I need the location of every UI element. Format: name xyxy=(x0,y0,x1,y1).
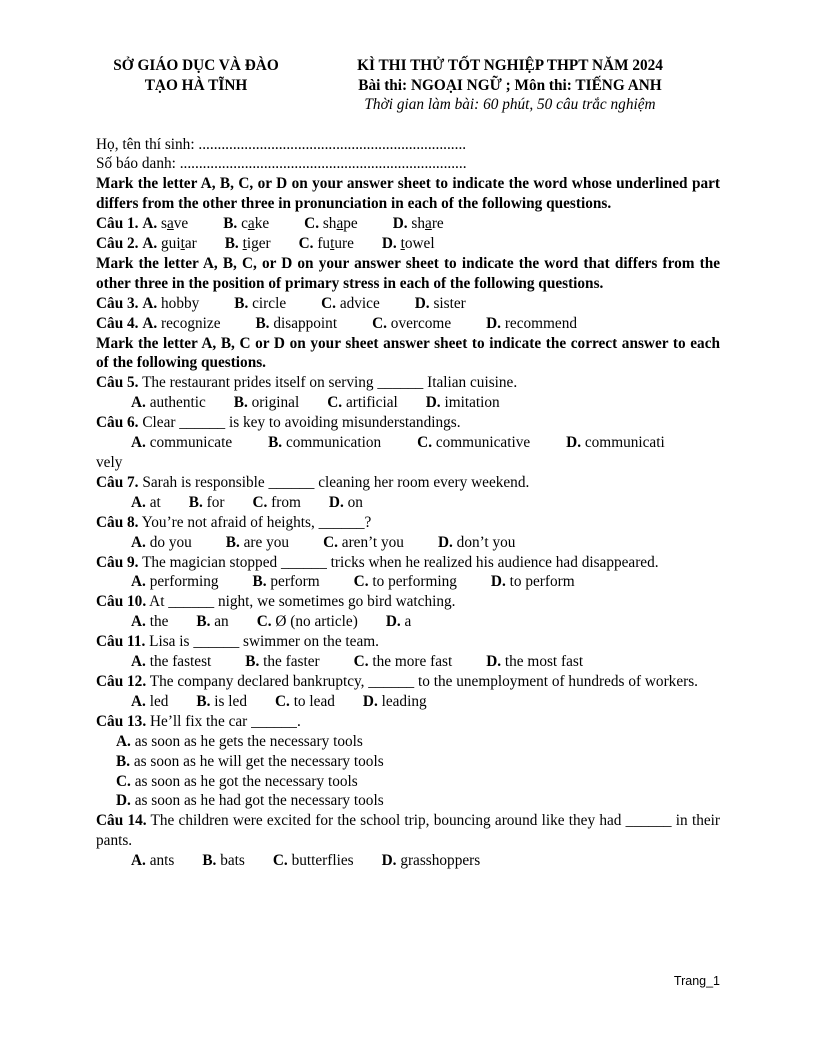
question-11 xyxy=(96,632,720,652)
question-label: Câu 4. xyxy=(96,314,139,332)
question-label: Câu 7. xyxy=(96,473,139,491)
option-b: B. the faster xyxy=(245,653,320,671)
option-d: D. recommend xyxy=(486,314,578,332)
option-b: B. perform xyxy=(252,573,320,591)
option-c: C. aren’t you xyxy=(323,533,404,551)
option-a: A. the fastest xyxy=(131,653,212,671)
option-c: C. communicative xyxy=(417,434,531,452)
question-text: Clear ______ is key to avoiding misunderstandings. xyxy=(142,414,461,432)
option-b: B. an xyxy=(196,613,229,631)
option-b: B. communication xyxy=(268,434,382,452)
question-10 xyxy=(96,592,720,612)
option-d: D. share xyxy=(392,215,444,233)
exam-title: KÌ THI THỬ TỐT NGHIỆP THPT NĂM 2024 xyxy=(357,57,663,74)
exam-title-block xyxy=(300,56,720,115)
option-a: A. performing xyxy=(131,573,219,591)
department-heading xyxy=(96,56,296,115)
option-b: B. is led xyxy=(196,692,247,710)
question-12-options xyxy=(96,692,720,712)
question-text: He’ll fix the car ______. xyxy=(149,712,301,730)
question-12 xyxy=(96,672,720,692)
question-8-options xyxy=(96,533,720,553)
option-b: B. circle xyxy=(234,294,287,312)
question-text: The restaurant prides itself on serving ______ Italian cuisine. xyxy=(142,374,518,392)
option-b: B. tiger xyxy=(224,235,271,253)
question-8 xyxy=(96,513,720,533)
question-label: Câu 6. xyxy=(96,414,139,432)
question-5 xyxy=(96,373,720,393)
question-11-options xyxy=(96,652,720,672)
question-label: Câu 12. xyxy=(96,672,147,690)
option-d: D. don’t you xyxy=(437,533,516,551)
option-a: A. led xyxy=(131,692,169,710)
question-label: Câu 1. xyxy=(96,215,139,233)
department-line-1: SỞ GIÁO DỤC VÀ ĐÀO xyxy=(113,57,279,74)
question-text: At ______ night, we sometimes go bird watching. xyxy=(149,593,456,611)
question-7-options xyxy=(96,493,720,513)
option-b: B. as soon as he will get the necessary tools xyxy=(116,752,384,770)
instruction-stress: Mark the letter A, B, C, or D on your answer sheet to indicate the word that differs from the other three in the position of primary stress in each of the following questions. xyxy=(96,254,720,292)
question-label: Câu 10. xyxy=(96,593,147,611)
question-5-options xyxy=(96,393,720,413)
question-14 xyxy=(96,811,720,851)
option-c: C. the more fast xyxy=(353,653,453,671)
question-label: Câu 8. xyxy=(96,513,139,531)
question-label: Câu 2. xyxy=(96,235,139,253)
option-a: A. save xyxy=(142,215,189,233)
question-text: You’re not afraid of heights, ______? xyxy=(141,513,372,531)
option-c: C. overcome xyxy=(372,314,452,332)
department-line-2: TẠO HÀ TĨNH xyxy=(144,76,248,94)
question-6-options xyxy=(96,433,720,453)
instruction-grammar: Mark the letter A, B, C or D on your sheet answer sheet to indicate the correct answer to each of the following questions. xyxy=(96,334,720,372)
student-id-line: Số báo danh: ........................................................................... xyxy=(96,155,467,173)
option-a: A. recognize xyxy=(142,314,221,332)
question-14-options xyxy=(96,851,720,871)
option-a: A. at xyxy=(131,493,161,511)
question-9-options xyxy=(96,572,720,592)
exam-header xyxy=(96,56,720,115)
option-b: B. cake xyxy=(223,215,270,233)
question-1 xyxy=(96,214,720,234)
question-4 xyxy=(96,314,720,334)
student-name-line: Họ, tên thí sinh: ...................................................................... xyxy=(96,135,467,153)
option-c: C. butterflies xyxy=(272,852,354,870)
option-a: A. do you xyxy=(131,533,192,551)
question-text: Lisa is ______ swimmer on the team. xyxy=(149,633,379,651)
option-c: C. future xyxy=(298,235,354,253)
exam-time: Thời gian làm bài: 60 phút, 50 câu trắc nghiệm xyxy=(364,96,656,113)
question-13-options xyxy=(96,732,720,812)
question-label: Câu 11. xyxy=(96,633,146,651)
question-label: Câu 14. xyxy=(96,812,147,830)
question-3 xyxy=(96,294,720,314)
question-2 xyxy=(96,234,720,254)
option-a: A. ants xyxy=(131,852,175,870)
question-text: The children were excited for the school trip, bouncing around like they had ______ in their pants. xyxy=(96,812,720,850)
option-d: D. a xyxy=(385,613,412,631)
option-d: D. communicati xyxy=(566,434,665,452)
option-d: D. sister xyxy=(414,294,466,312)
option-a: A. guitar xyxy=(142,235,197,253)
option-a: A. communicate xyxy=(131,434,233,452)
option-a: A. the xyxy=(131,613,169,631)
option-c: C. to performing xyxy=(353,573,457,591)
instruction-pronunciation: Mark the letter A, B, C, or D on your answer sheet to indicate the word whose underlined part differs from the other three in pronunciation in each of the following questions. xyxy=(96,175,720,213)
question-13 xyxy=(96,712,720,732)
question-label: Câu 3. xyxy=(96,294,139,312)
question-label: Câu 5. xyxy=(96,374,139,392)
option-a: A. hobby xyxy=(142,294,200,312)
option-d: D. as soon as he had got the necessary tools xyxy=(116,792,384,810)
option-d: D. on xyxy=(328,493,363,511)
option-b: B. disappoint xyxy=(255,314,338,332)
option-d: D. towel xyxy=(381,235,435,253)
option-c: C. artificial xyxy=(327,394,398,412)
page-number: Trang_1 xyxy=(673,974,720,988)
question-text: Sarah is responsible ______ cleaning her room every weekend. xyxy=(142,473,530,491)
question-label: Câu 9. xyxy=(96,553,139,571)
question-text: The company declared bankruptcy, ______ to the unemployment of hundreds of workers. xyxy=(149,672,698,690)
exam-page xyxy=(96,56,720,871)
option-b: B. for xyxy=(188,493,225,511)
option-d: D. leading xyxy=(362,692,427,710)
option-c: C. from xyxy=(252,493,301,511)
question-7 xyxy=(96,473,720,493)
question-label: Câu 13. xyxy=(96,712,147,730)
option-d-wrap: vely xyxy=(96,454,123,471)
option-a: A. as soon as he gets the necessary tools xyxy=(116,732,363,750)
option-b: B. bats xyxy=(202,852,245,870)
option-d: D. grasshoppers xyxy=(381,852,481,870)
option-c: C. shape xyxy=(304,215,358,233)
exam-subject: Bài thi: NGOẠI NGỮ ; Môn thi: TIẾNG ANH xyxy=(358,76,662,94)
option-d: D. to perform xyxy=(490,573,575,591)
option-c: C. advice xyxy=(321,294,380,312)
option-a: A. authentic xyxy=(131,394,206,412)
question-9 xyxy=(96,553,720,573)
question-10-options xyxy=(96,612,720,632)
option-d: D. the most fast xyxy=(486,653,584,671)
question-6 xyxy=(96,413,720,433)
question-text: The magician stopped ______ tricks when he realized his audience had disappeared. xyxy=(142,553,659,571)
option-d: D. imitation xyxy=(425,394,500,412)
option-c: C. to lead xyxy=(274,692,335,710)
option-b: B. are you xyxy=(225,533,290,551)
option-c: C. Ø (no article) xyxy=(256,613,358,631)
option-b: B. original xyxy=(233,394,300,412)
option-c: C. as soon as he got the necessary tools xyxy=(116,772,358,790)
